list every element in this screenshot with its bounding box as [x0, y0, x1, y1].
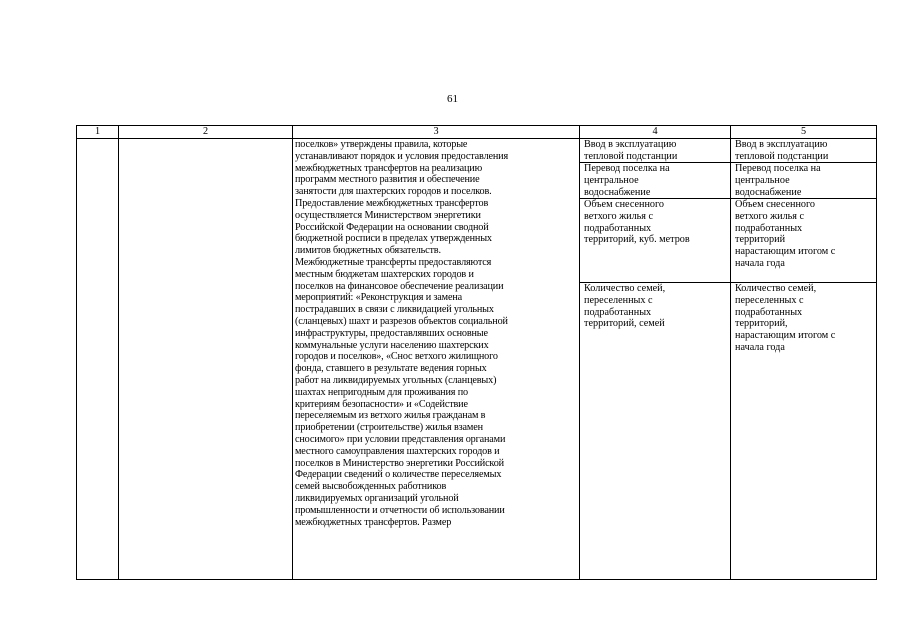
column-header-1: 1 [77, 126, 119, 139]
table-header-row [77, 126, 877, 139]
cell-col-2 [119, 139, 293, 580]
indicator-item: Перевод поселка на центральное водоснабжение [731, 163, 876, 199]
indicator-list [580, 139, 730, 579]
column-header-4: 4 [580, 126, 731, 139]
document-table [76, 125, 877, 580]
indicator-item: Количество семей, переселенных с подработанных территорий, семей [584, 283, 666, 330]
indicator-item: Объем снесенного ветхого жилья с подработанных территорий, куб. метров [580, 199, 730, 283]
indicator-list-cumulative [731, 139, 876, 579]
cell-col-3-description: поселков» утверждены правила, которые устанавливают порядок и условия предоставления межбюджетных трансфертов на реализацию программ местного развития и обеспечение занятости для шахтерских городов и поселков. Предоставление межбюджетных трансфертов осуществляется Министерством энергетики Российской Федерации на основании сводной бюджетной росписи в пределах утвержденных лимитов бюджетных обязательств. Межбюджетные трансферты предоставляются местным бюджетам шахтерских городов и поселков на финансовое обеспечение реализации мероприятий: «Реконструкция и замена пострадавших в связи с ликвидацией угольных (сланцевых) шахт и разрезов объектов социальной инфраструктуры, предоставлявших основные коммунальные услуги населению шахтерских городов и поселков», «Снос ветхого жилищного фонда, ставшего в результате ведения горных работ на ликвидируемых угольных (сланцевых) шахтах непригодным для проживания по критериям безопасности» и «Содействие переселяемым из ветхого жилья гражданам в приобретении (строительстве) жилья взамен сносимого» при условии представления органами местного самоуправления шахтерских городов и поселков в Министерство энергетики Российской Федерации сведений о количестве переселяемых семей высвобожденных работников ликвидируемых организаций угольной промышленности и отчетности об использовании межбюджетных трансфертов. Размер [293, 139, 580, 580]
column-header-2: 2 [119, 126, 293, 139]
indicator-item: Количество семей, переселенных с подработанных территорий, нарастающим итогом с начала года [735, 283, 836, 353]
cell-col-5 [731, 139, 877, 580]
cell-col-4 [580, 139, 731, 580]
column-header-5: 5 [731, 126, 877, 139]
table-row [77, 139, 877, 580]
indicator-item: Объем снесенного ветхого жилья с подработанных территорий нарастающим итогом с начала года [731, 199, 876, 283]
indicator-item: Ввод в эксплуатацию тепловой подстанции [731, 139, 876, 163]
page-number: 61 [447, 93, 458, 105]
indicator-item: Перевод поселка на центральное водоснабжение [580, 163, 730, 199]
column-header-3: 3 [293, 126, 580, 139]
indicator-item: Ввод в эксплуатацию тепловой подстанции [580, 139, 730, 163]
cell-col-1 [77, 139, 119, 580]
